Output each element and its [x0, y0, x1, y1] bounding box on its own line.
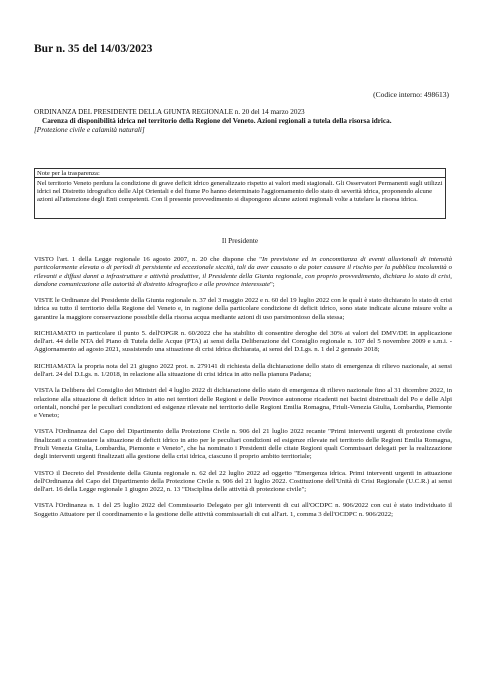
- internal-code: (Codice interno: 498613): [373, 90, 449, 99]
- paragraph-lead: VISTO il Decreto del Presidente della Giunta regionale n. 62 del 22 luglio 2022 ad oggetto "Emergenza idrica. Primi interventi urgenti in attuazione dell'Ordinanza del Capo del Dipartimento della Protezione Civile n. 906 del 21 luglio 2022. Costituzione dell'Unità di Crisi Regionale (U.C.R.) ai sensi dell'art. 16 della Legge regionale 1 giugno 2022, n. 13 "Disciplina delle attività di protezione civile";: [34, 469, 452, 494]
- president-heading: Il Presidente: [221, 237, 259, 245]
- transparency-note-text: Nel territorio Veneto perdura la condizione di grave deficit idrico generalizzato rispetto ai valori medi stagionali. Gli Osservatori Permanenti sugli utilizzi idrici nel Distretto idrografico delle Alpi Orientali e del fiume Po hanno determinato l'aggiornamento dello stato di severità idrica, proponendo alcune azioni all'attenzione degli Enti competenti. Con il presente provvedimento si dispongono alcune azioni regionali volte a tutelare la risorsa idrica.: [37, 180, 443, 204]
- paragraph-lead: VISTO l'art. 1 della Legge regionale 16 agosto 2007, n. 20 che dispone che ": [34, 256, 262, 263]
- paragraph-lead: VISTA l'Ordinanza n. 1 del 25 luglio 2022 del Commissario Delegato per gli interventi di cui all'OCDPC n. 906/2022 con cui è stato individuato il Soggetto Attuatore per il coordinamento e la gestione delle attività commissariali di cui all'art. 1, comma 3 dell'OCDPC n. 906/2022;: [34, 502, 452, 518]
- paragraph-lead: VISTE le Ordinanze del Presidente della Giunta regionale n. 37 del 3 maggio 2022 e n. 60 del 19 luglio 2022 con le quali è stato dichiarato lo stato di crisi idrica su tutto il territorio della Regione del Veneto e, in ragione della particolare condizione di deficit idrico, sono state indicate alcune misure volte a garantire la maggiore conservazione possibile della risorsa acqua mediante azioni di uso parsimonioso della stessa;: [34, 297, 452, 321]
- ordinance-title: ORDINANZA DEL PRESIDENTE DELLA GIUNTA REGIONALE n. 20 del 14 marzo 2023: [34, 108, 305, 116]
- ordinance-heading: [34, 108, 452, 134]
- paragraph-lead: RICHIAMATA la propria nota del 21 giugno 2022 prot. n. 279141 di richiesta della dichiarazione dello stato di emergenza di rilievo nazionale, ai sensi dell'art. 24 del D.Lgs. n. 1/2018, in relazione alla situazione di crisi idrica in atto nella pianura Padana;: [34, 362, 452, 379]
- paragraph-tail: ";: [269, 280, 275, 288]
- paragraph: [34, 470, 452, 495]
- paragraph: [34, 330, 452, 355]
- paragraph-lead: VISTA l'Ordinanza del Capo del Dipartimento della Protezione Civile n. 906 del 21 luglio 2022 recante "Primi interventi urgenti di protezione civile finalizzati a contrastare la situazione di deficit idrico in atto per le peculiari condizioni ed esigenze rilevate nel territorio delle Regioni Emilia Romagna, Friuli Venezia Giulia, Lombardia, Piemonte e Veneto", che ha nominato i Presidenti delle citate Regioni quali Commissari delegati per la realizzazione degli interventi urgenti finalizzati alla gestione della crisi idrica, ciascuno il proprio ambito territoriale;: [34, 428, 452, 461]
- document-body: [34, 256, 452, 527]
- paragraph: [34, 256, 452, 289]
- paragraph: [34, 363, 452, 380]
- ordinance-subject: Carenza di disponibilità idrica nel territorio della Regione del Veneto. Azioni regionali a tutela della risorsa idrica.: [42, 116, 392, 125]
- ordinance-category: [Protezione civile e calamità naturali]: [34, 125, 145, 134]
- transparency-note-box: [34, 168, 446, 219]
- paragraph-lead: VISTA la Delibera del Consiglio dei Ministri del 4 luglio 2022 di dichiarazione dello stato di emergenza di rilievo nazionale fino al 31 dicembre 2022, in relazione alla situazione di deficit idrico in atto nei territori delle Regioni e delle Province autonome ricadenti nei bacini distrettuali del Po e delle Alpi orientali, nonché per le peculiari condizioni ed esigenze rilevate nel territorio delle Regioni Emilia Romagna, Friuli-Venezia Giulia, Lombardia, Piemonte e Veneto;: [34, 387, 452, 420]
- paragraph: [34, 428, 452, 461]
- paragraph: [34, 387, 452, 420]
- paragraph-lead: RICHIAMATO in particolare il punto 5. dell'OPGR n. 60/2022 che ha stabilito di consentire deroghe del 30% ai valori del DMV/DE in applicazione dell'art. 44 delle NTA del Piano di Tutela delle Acque (PTA) ai sensi della Deliberazione del Consiglio regionale n. 107 del 5 novembre 2009 e s.m.i. - Aggiornamento ad agosto 2021, sussistendo una situazione di crisi idrica dichiarata, ai sensi del D.Lgs. n. 1 del 2 gennaio 2018;: [34, 329, 452, 354]
- paragraph: [34, 502, 452, 519]
- paragraph: [34, 297, 452, 322]
- paragraph-quote: In previsione ed in concomitanza di eventi alluvionali di intensità particolarmente elevata o di periodi di persistente ed eccezionale siccità, tali da aver causato o da poter causare il rischio per la pubblica incolumità o rilevanti e diffusi danni a infrastrutture e attività produttive, il Presidente della Giunta regionale, con proprio provvedimento, dichiara lo stato di crisi, dandone comunicazione alle autorità di distretto idrografico e alle province interessate: [34, 256, 453, 288]
- bulletin-header: Bur n. 35 del 14/03/2023: [34, 43, 153, 55]
- transparency-note-title: Note per la trasparenza:: [35, 169, 445, 178]
